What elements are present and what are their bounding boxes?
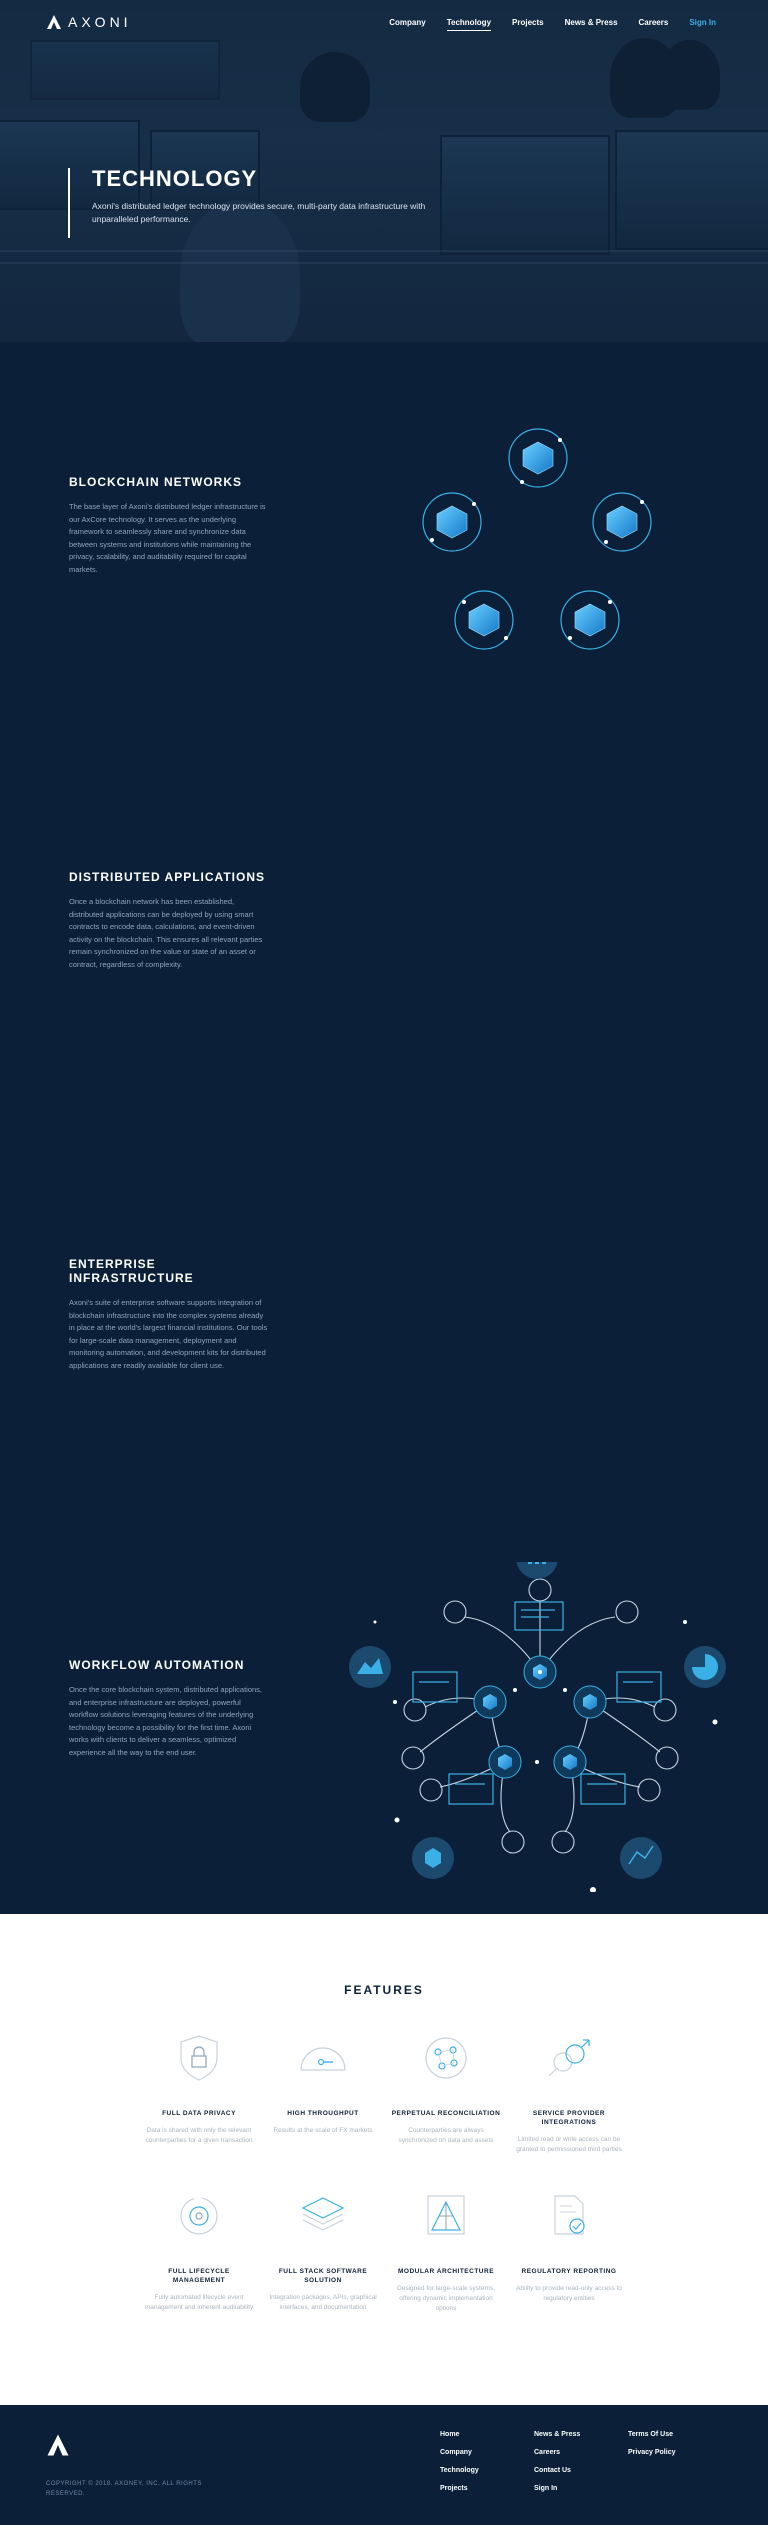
feature-desc: Data is shared with only the relevant counterparties for a given transaction xyxy=(145,2127,253,2144)
feature-desc: Designed for large-scale systems, offering dynamic implementation options xyxy=(397,2285,495,2312)
section-distributed-applications xyxy=(69,870,269,971)
section-blockchain-networks xyxy=(69,475,269,576)
feature-desc: Integration packages, APIs, graphical interfaces, and documentation xyxy=(269,2294,377,2311)
bar-chart-bubble-icon xyxy=(516,1562,558,1579)
section-title: WORKFLOW AUTOMATION xyxy=(69,1658,245,1672)
architecture-icon xyxy=(420,2190,472,2242)
feature-desc: Fully automated lifecycle event management and inherent auditability xyxy=(144,2294,254,2311)
feature-service-provider-integrations xyxy=(514,2032,624,2155)
technology-sections xyxy=(0,342,768,1914)
site-footer xyxy=(0,2405,768,2525)
section-body: Once the core blockchain system, distributed applications, and enterprise infrastructure are deployed, powerful workflow solutions leveraging features of the underlying technology become a possibility for the first time. Axoni works with clients to deliver a seamless, optimized experience all the way to the end user. xyxy=(69,1685,263,1757)
brand-logo[interactable] xyxy=(46,14,132,30)
feature-desc: Results at the scale of FX markets xyxy=(273,2127,373,2134)
crystal-node-icon xyxy=(469,604,499,636)
section-body: Axoni's suite of enterprise software supports integration of blockchain infrastructure into the complex systems already in place at the world's largest financial institutions. Our tools for large-scale data management, deployment and monitoring automation, and development kits for distributed applications are readily available for client use. xyxy=(69,1298,268,1370)
blockchain-network-illustration xyxy=(410,412,670,652)
feature-desc: Counterparties are always synchronized on data and assets xyxy=(398,2127,494,2144)
feature-title: REGULATORY REPORTING xyxy=(521,2268,617,2275)
axoni-logo-icon xyxy=(46,14,62,30)
feature-high-throughput xyxy=(268,2032,378,2136)
crystal-node-icon xyxy=(523,442,553,474)
crystal-node-icon xyxy=(575,604,605,636)
lock-shield-icon xyxy=(173,2032,225,2084)
nav-link-company[interactable]: Company xyxy=(389,18,426,27)
features-heading: FEATURES xyxy=(344,1983,424,1997)
feature-desc: Limited read or write access can be granted to permissioned third parties xyxy=(516,2136,622,2153)
workflow-automation-illustration xyxy=(345,1562,730,1892)
cycle-icon xyxy=(173,2190,225,2242)
line-chart-bubble-icon xyxy=(620,1837,662,1879)
feature-title: SERVICE PROVIDER INTEGRATIONS xyxy=(532,2110,606,2126)
section-body: The base layer of Axoni's distributed ledger infrastructure is our AxCore technology. It serves as the underlying framework to seamlessly share and synchronize data between systems and institutions while maintaining the privacy, scalability, and auditability required for capital markets. xyxy=(69,502,266,574)
page-title: TECHNOLOGY xyxy=(92,166,258,191)
section-title: BLOCKCHAIN NETWORKS xyxy=(69,475,242,489)
section-workflow-automation xyxy=(69,1658,269,1759)
section-title: DISTRIBUTED APPLICATIONS xyxy=(69,870,266,884)
feature-perpetual-reconciliation xyxy=(391,2032,501,2146)
footer-link-home[interactable]: Home xyxy=(440,2431,460,2438)
footer-link-contact-us[interactable]: Contact Us xyxy=(534,2467,571,2474)
feature-full-lifecycle-management xyxy=(144,2190,254,2313)
network-globe-icon xyxy=(420,2032,472,2084)
footer-link-company[interactable]: Company xyxy=(440,2449,472,2456)
feature-title: FULL STACK SOFTWARE SOLUTION xyxy=(278,2268,368,2284)
feature-title: PERPETUAL RECONCILIATION xyxy=(391,2110,501,2117)
hero-banner xyxy=(0,0,768,342)
footer-link-projects[interactable]: Projects xyxy=(440,2485,468,2492)
brand-name: AXONI xyxy=(68,14,132,30)
feature-full-stack-software-solution xyxy=(268,2190,378,2313)
feature-regulatory-reporting xyxy=(514,2190,624,2304)
footer-link-terms-of-use[interactable]: Terms Of Use xyxy=(628,2431,673,2438)
footer-link-technology[interactable]: Technology xyxy=(440,2467,479,2474)
footer-link-news-press[interactable]: News & Press xyxy=(534,2431,581,2438)
nav-link-sign-in[interactable]: Sign In xyxy=(689,18,716,27)
hero-text-block xyxy=(68,168,452,238)
layers-icon xyxy=(297,2190,349,2242)
footer-column-1 xyxy=(440,2431,479,2492)
footer-link-careers[interactable]: Careers xyxy=(534,2449,561,2456)
footer-link-privacy-policy[interactable]: Privacy Policy xyxy=(628,2449,676,2456)
nav-links xyxy=(389,18,716,31)
feature-title: FULL DATA PRIVACY xyxy=(162,2110,236,2117)
feature-title: MODULAR ARCHITECTURE xyxy=(397,2268,495,2275)
footer-link-sign-in[interactable]: Sign In xyxy=(534,2485,558,2492)
nav-link-technology[interactable]: Technology xyxy=(447,18,491,31)
footer-column-2 xyxy=(534,2431,580,2492)
crystal-node-icon xyxy=(607,506,637,538)
speedometer-icon xyxy=(297,2032,349,2084)
page-subtitle: Axoni's distributed ledger technology provides secure, multi-party data infrastructure with unparalleled performance. xyxy=(92,201,426,224)
section-body: Once a blockchain network has been established, distributed applications can be deployed by using smart contracts to encode data, calculations, and event-driven activity on the blockchain. This ensures all relevant parties remain synchronized on the value or state of an asset or contract, regardless of complexity. xyxy=(69,897,263,969)
feature-full-data-privacy xyxy=(144,2032,254,2146)
document-check-icon xyxy=(543,2190,595,2242)
feature-title: HIGH THROUGHPUT xyxy=(287,2110,359,2117)
section-enterprise-infrastructure xyxy=(69,1257,269,1372)
axoni-logo-icon[interactable] xyxy=(46,2433,70,2457)
nav-link-projects[interactable]: Projects xyxy=(512,18,544,27)
nav-link-news-press[interactable]: News & Press xyxy=(564,18,618,27)
top-nav xyxy=(0,0,768,44)
feature-title: FULL LIFECYCLE MANAGEMENT xyxy=(168,2268,230,2284)
nav-link-careers[interactable]: Careers xyxy=(638,18,669,27)
feature-modular-architecture xyxy=(391,2190,501,2314)
features-section xyxy=(0,1914,768,2405)
crystal-node-icon xyxy=(437,506,467,538)
feature-desc: Ability to provide read-only access to regulatory entities xyxy=(516,2285,622,2302)
copyright-text: COPYRIGHT © 2018. AXONEY, INC. ALL RIGHTS RESERVED. xyxy=(46,2481,202,2497)
section-title: ENTERPRISE INFRASTRUCTURE xyxy=(69,1257,194,1285)
gender-links-icon xyxy=(543,2032,595,2084)
footer-column-3 xyxy=(628,2431,675,2456)
